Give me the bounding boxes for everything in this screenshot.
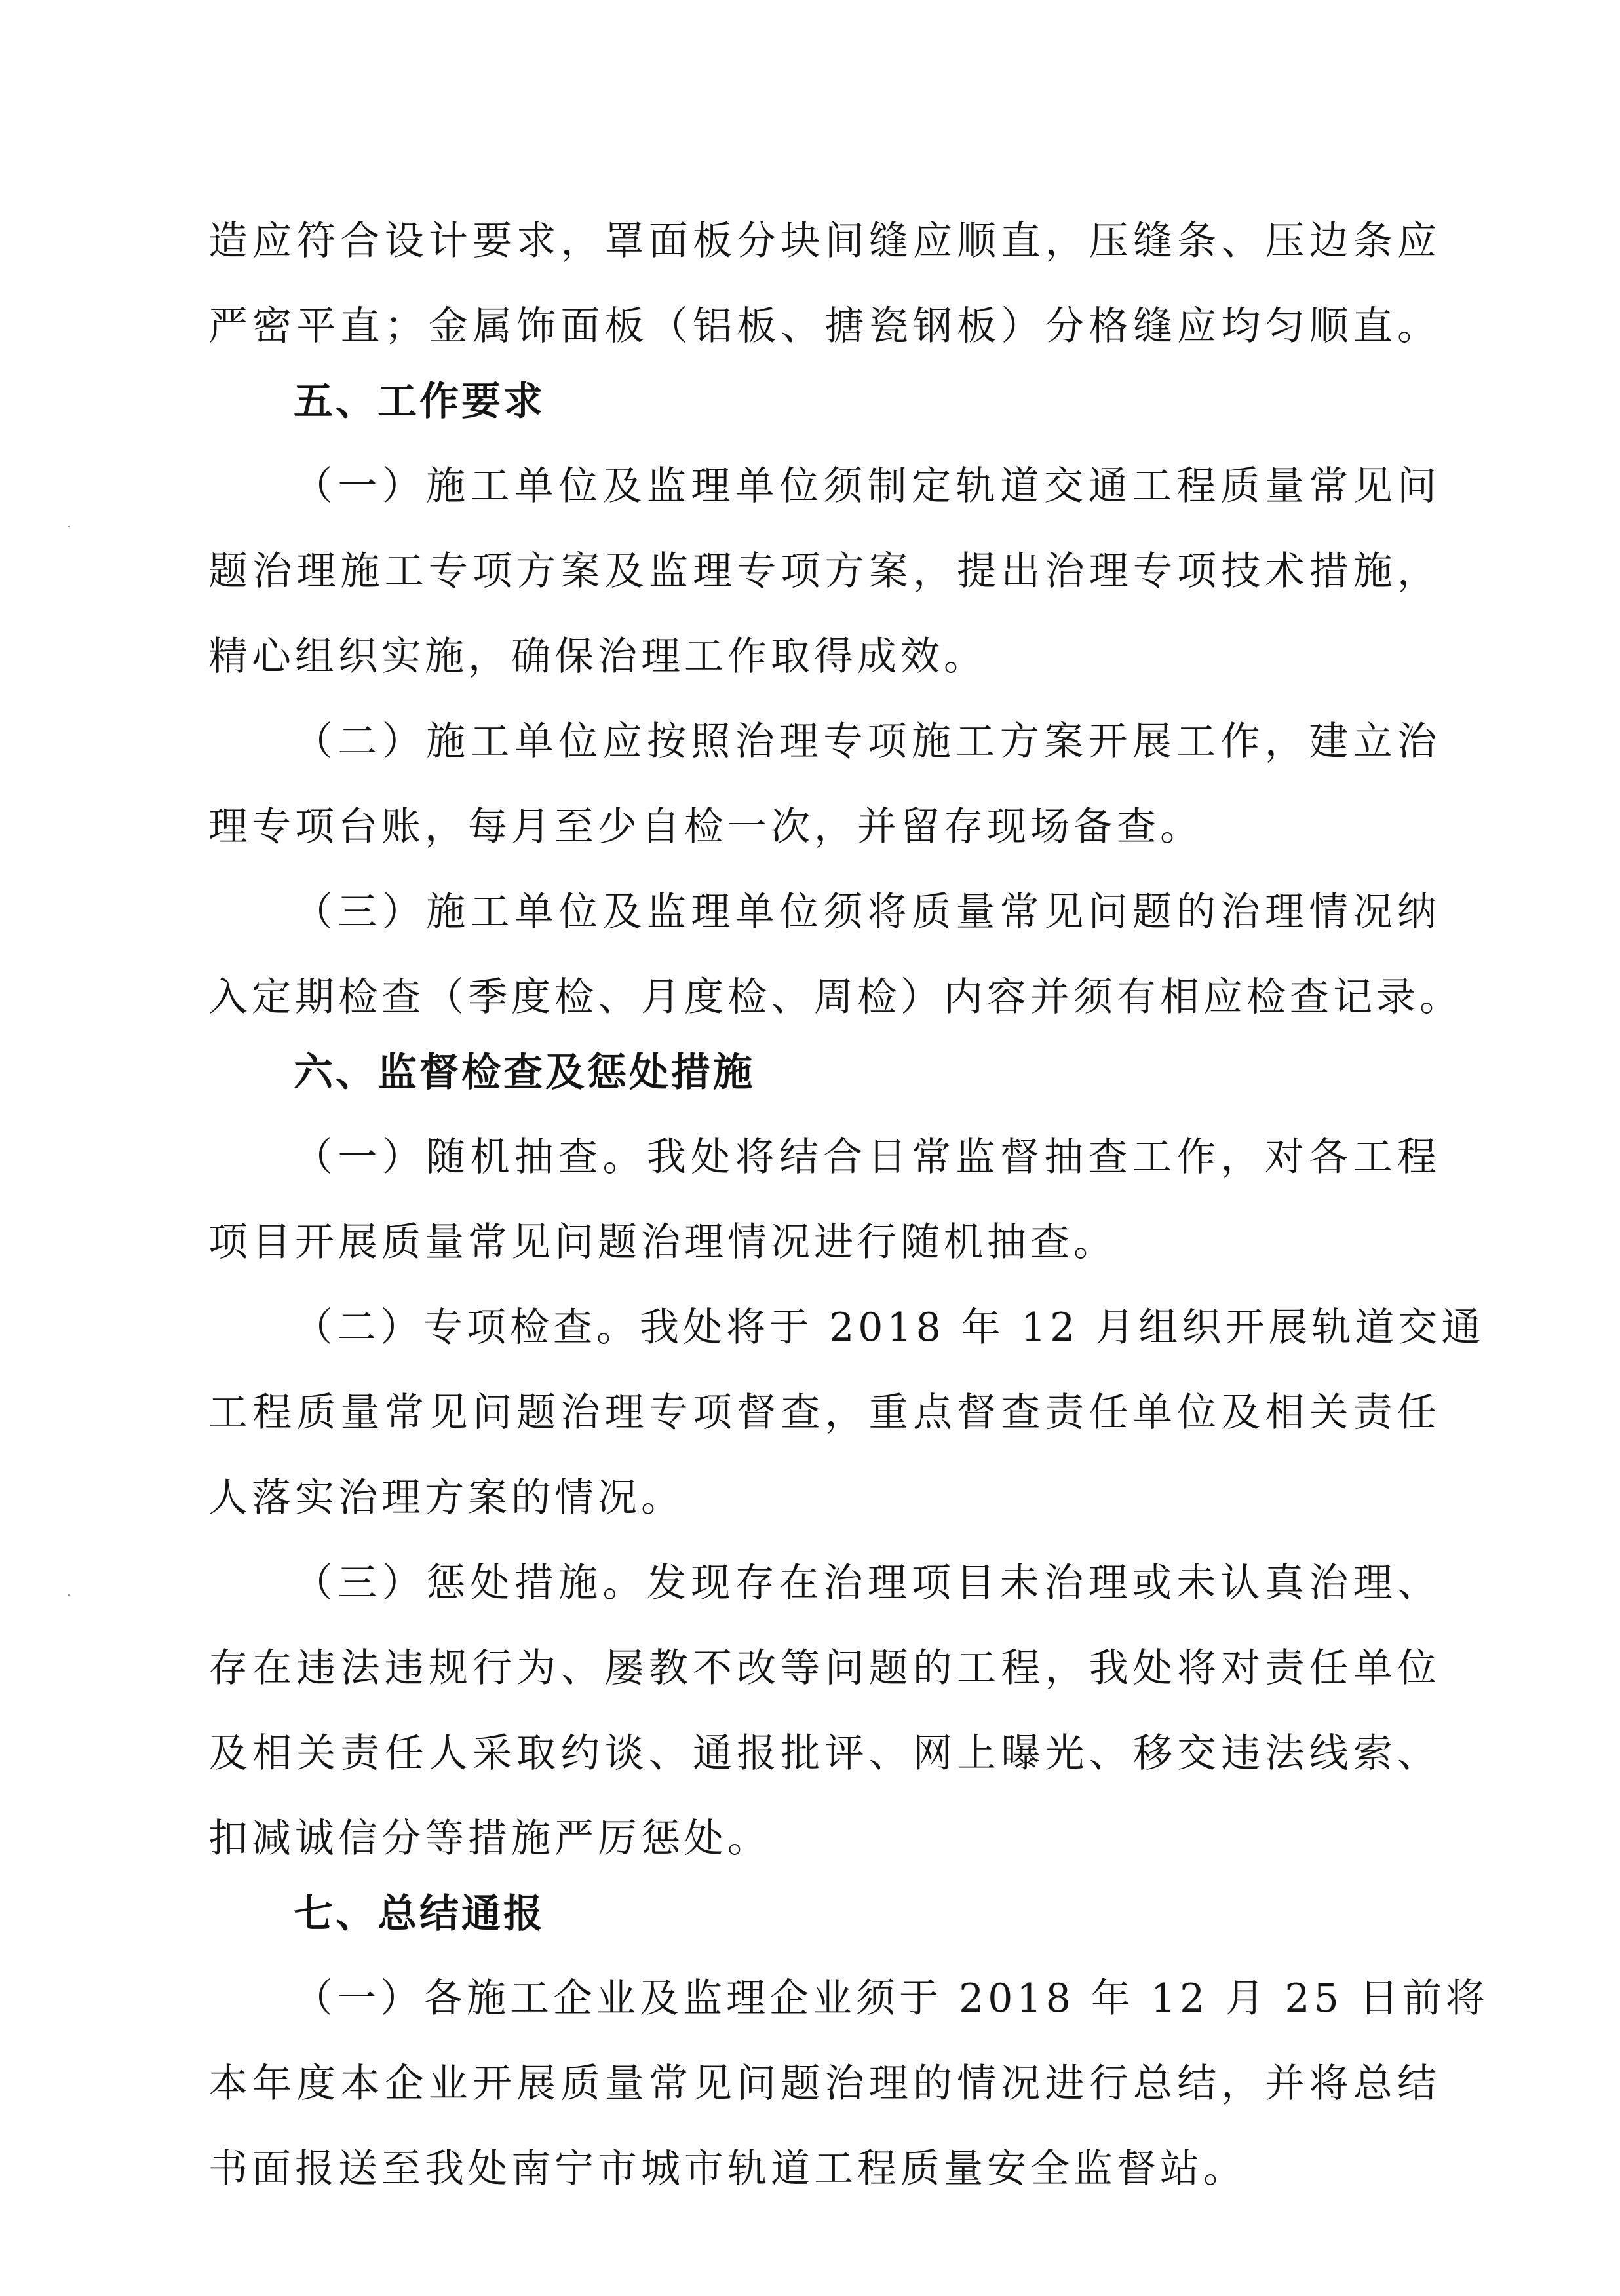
- section-heading-7: 七、总结通报: [294, 1891, 545, 1937]
- paragraph-line-6-3b: 存在违法违规行为、屡教不改等问题的工程，我处将对责任单位: [208, 1645, 1440, 1691]
- paragraph-line-5-2a: （二）施工单位应按照治理专项施工方案开展工作，建立治: [294, 719, 1440, 765]
- paragraph-line-6-2c: 人落实治理方案的情况。: [208, 1475, 684, 1521]
- paragraph-line-5-1a: （一）施工单位及监理单位须制定轨道交通工程质量常见问: [294, 463, 1440, 509]
- paragraph-line-7-1a: （一）各施工企业及监理企业须于 2018 年 12 月 25 日前将: [294, 1976, 1489, 2021]
- margin-mark-upper: [68, 526, 70, 527]
- paragraph-line-5-3b: 入定期检查（季度检、月度检、周检）内容并须有相应检查记录。: [208, 974, 1463, 1020]
- body-line-1: 造应符合设计要求，罩面板分块间缝应顺直，压缝条、压边条应: [208, 218, 1440, 264]
- paragraph-line-5-1c: 精心组织实施，确保治理工作取得成效。: [208, 634, 987, 679]
- section-heading-5: 五、工作要求: [294, 379, 545, 425]
- paragraph-line-5-1b: 题治理施工专项方案及监理专项方案，提出治理专项技术措施，: [208, 548, 1440, 594]
- body-line-2: 严密平直；金属饰面板（铝板、搪瓷钢板）分格缝应均匀顺直。: [208, 303, 1440, 349]
- paragraph-line-7-1b: 本年度本企业开展质量常见问题治理的情况进行总结，并将总结: [208, 2061, 1440, 2107]
- paragraph-line-6-3a: （三）惩处措施。发现存在治理项目未治理或未认真治理、: [294, 1560, 1440, 1606]
- paragraph-line-6-2b: 工程质量常见问题治理专项督查，重点督查责任单位及相关责任: [208, 1390, 1440, 1436]
- paragraph-line-6-1b: 项目开展质量常见问题治理情况进行随机抽查。: [208, 1219, 1117, 1265]
- paragraph-line-5-2b: 理专项台账，每月至少自检一次，并留存现场备查。: [208, 804, 1203, 850]
- paragraph-line-6-2a: （二）专项检查。我处将于 2018 年 12 月组织开展轨道交通: [294, 1305, 1485, 1350]
- paragraph-line-6-3c: 及相关责任人采取约谈、通报批评、网上曝光、移交违法线索、: [208, 1731, 1440, 1776]
- paragraph-line-7-1c: 书面报送至我处南宁市城市轨道工程质量安全监督站。: [208, 2146, 1246, 2192]
- paragraph-line-5-3a: （三）施工单位及监理单位须将质量常见问题的治理情况纳: [294, 889, 1440, 935]
- margin-mark-lower: [68, 1594, 70, 1596]
- paragraph-line-6-1a: （一）随机抽查。我处将结合日常监督抽查工作，对各工程: [294, 1134, 1440, 1180]
- paragraph-line-6-3d: 扣减诚信分等措施严厉惩处。: [208, 1816, 771, 1862]
- section-heading-6: 六、监督检查及惩处措施: [294, 1050, 755, 1096]
